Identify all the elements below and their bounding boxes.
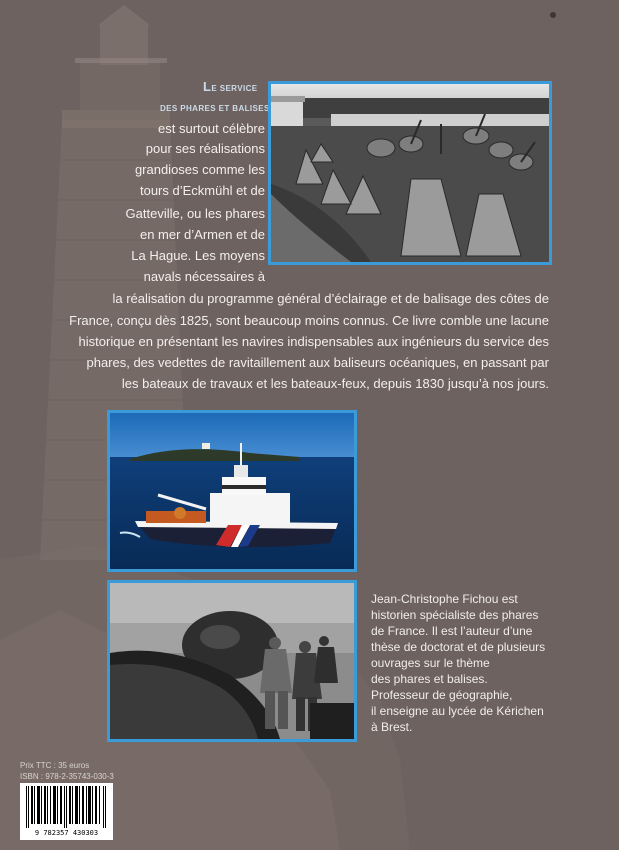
bio-line: Jean-Christophe Fichou est	[371, 592, 518, 606]
intro-line: navals nécessaires à	[143, 269, 265, 284]
intro-line: la réalisation du programme général d’éclairage et de balisage des côtes de	[112, 291, 549, 306]
author-bio	[371, 591, 545, 735]
intro-line: France, conçu dès 1825, sont beaucoup moins connus. Ce livre comble une lacune	[69, 313, 549, 328]
bio-line: Professeur de géographie,	[371, 688, 513, 702]
bio-line: ouvrages sur le thème	[371, 656, 490, 670]
barcode-bars	[20, 783, 113, 829]
intro-line: Gatteville, ou les phares	[125, 206, 265, 221]
intro-line: La Hague. Les moyens	[131, 248, 265, 263]
intro-line: en mer d’Armen et de	[139, 227, 265, 242]
intro-line: historique en présentant les navires indispensables aux ingénieurs du service des	[78, 334, 549, 349]
price-label: Prix TTC : 35 euros	[20, 761, 90, 770]
intro-line: tours d’Eckmühl et de	[139, 183, 265, 198]
buoy-tender-ship-photo	[107, 410, 357, 572]
bio-line: thèse de doctorat et de plusieurs	[371, 640, 546, 654]
intro-line: les bateaux de travaux et les bateaux-feux, depuis 1830 jusqu’à nos jours.	[121, 376, 549, 391]
bio-line: de France. Il est l’auteur d’une	[371, 624, 533, 638]
intro-line: est surtout célèbre	[158, 121, 265, 136]
corner-mark	[550, 12, 556, 18]
barcode-digits: 9 782357 430303	[34, 829, 99, 837]
intro-line: phares, des vedettes de ravitaillement aux baliseurs océaniques, en passant par	[86, 355, 549, 370]
intro-heading-line2: DES PHARES ET BALISES	[160, 104, 270, 113]
buoys-depot-photo	[268, 81, 552, 265]
bio-line: il enseigne au lycée de Kérichen	[371, 704, 544, 718]
isbn-label: ISBN : 978-2-35743-030-3	[20, 772, 114, 781]
bio-line: des phares et balises.	[371, 672, 488, 686]
intro-line: pour ses réalisations	[145, 141, 265, 156]
bio-line: historien spécialiste des phares	[371, 608, 539, 622]
bio-line: à Brest.	[371, 720, 413, 734]
intro-line: grandioses comme les	[134, 162, 265, 177]
workers-with-buoy-photo	[107, 580, 357, 742]
intro-heading: LE SERVICE	[203, 79, 258, 94]
